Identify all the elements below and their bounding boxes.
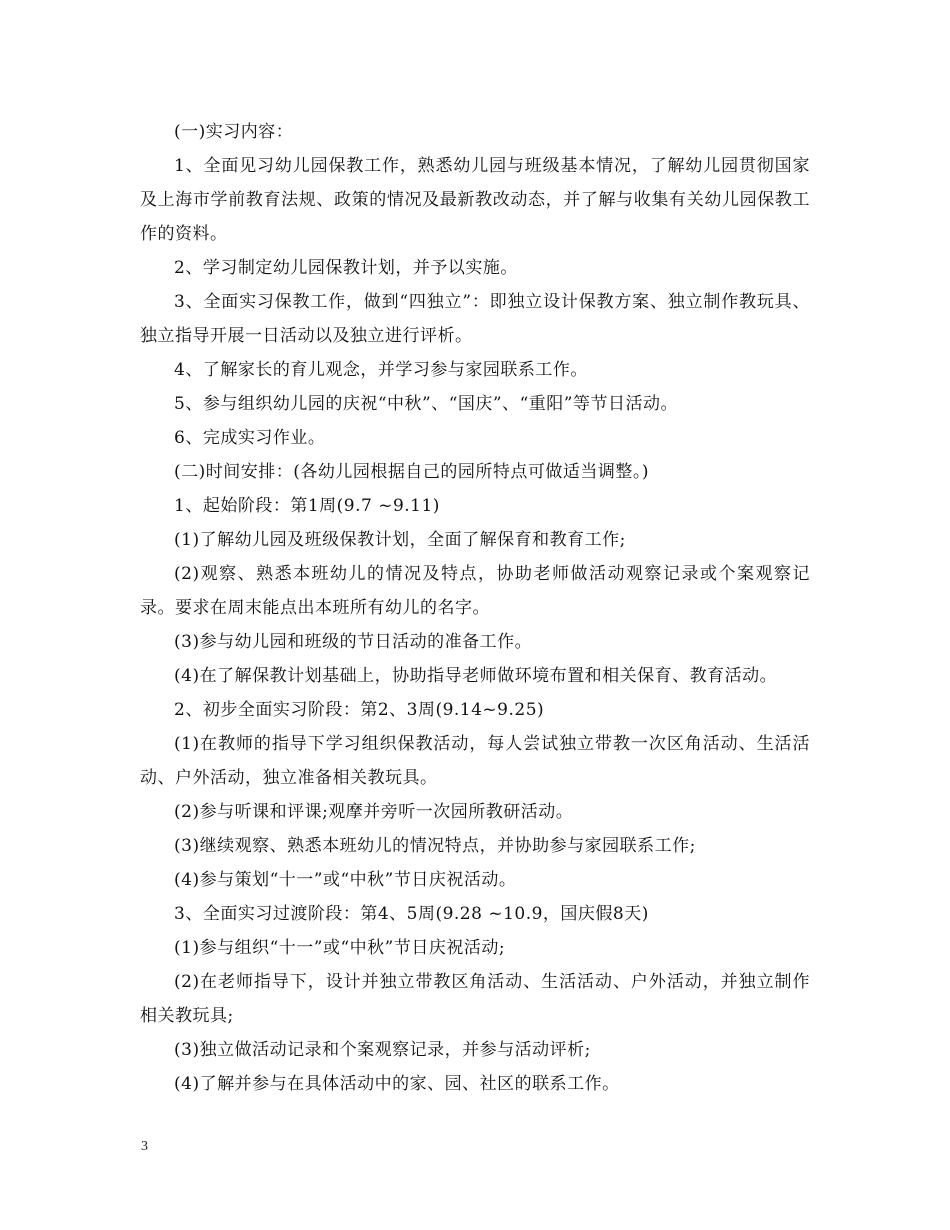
stage-3-item-2: (2)在老师指导下，设计并独立带教区角活动、生活活动、户外活动，并独立制作相关教玩具; xyxy=(140,972,810,1026)
document-body xyxy=(140,115,810,1101)
stage-3-heading: 3、全面实习过渡阶段：第4、5周(9.28 ~10.9，国庆假8天) xyxy=(174,904,649,924)
stage-1-item-3: (3)参与幼儿园和班级的节日活动的准备工作。 xyxy=(174,632,533,652)
stage-3-item-3: (3)独立做活动记录和个案观察记录，并参与活动评析; xyxy=(174,1040,591,1060)
stage-2-heading: 2、初步全面实习阶段：第2、3周(9.14~9.25) xyxy=(174,700,545,720)
page-number: 3 xyxy=(141,1139,148,1154)
stage-2-item-4: (4)参与策划“十一”或“中秋”节日庆祝活动。 xyxy=(174,870,517,890)
stage-1-item-1: (1)了解幼儿园及班级保教计划，全面了解保育和教育工作; xyxy=(174,530,626,550)
stage-3-item-4: (4)了解并参与在具体活动中的家、园、社区的联系工作。 xyxy=(174,1074,620,1094)
stage-2-item-1: (1)在教师的指导下学习组织保教活动，每人尝试独立带教一次区角活动、生活活动、户外活动，独立准备相关教玩具。 xyxy=(140,734,810,788)
stage-3-item-1: (1)参与组织“十一”或“中秋”节日庆祝活动; xyxy=(174,938,506,958)
stage-1-item-2: (2)观察、熟悉本班幼儿的情况及特点，协助老师做活动观察记录或个案观察记录。要求在周末能点出本班所有幼儿的名字。 xyxy=(140,564,810,618)
content-item-5: 5、参与组织幼儿园的庆祝“中秋”、“国庆”、“重阳”等节日活动。 xyxy=(174,394,678,414)
heading-internship-content: (一)实习内容： xyxy=(174,122,294,142)
stage-2-item-2: (2)参与听课和评课;观摩并旁听一次园所教研活动。 xyxy=(174,802,574,822)
heading-time-schedule: (二)时间安排：(各幼儿园根据自己的园所特点可做适当调整。) xyxy=(174,462,650,482)
content-item-1: 1、全面见习幼儿园保教工作，熟悉幼儿园与班级基本情况，了解幼儿园贯彻国家及上海市学前教育法规、政策的情况及最新教改动态，并了解与收集有关幼儿园保教工作的资料。 xyxy=(140,156,810,244)
content-item-4: 4、了解家长的育儿观念，并学习参与家园联系工作。 xyxy=(174,360,588,380)
content-item-2: 2、学习制定幼儿园保教计划，并予以实施。 xyxy=(174,258,518,278)
stage-1-heading: 1、起始阶段：第1周(9.7 ~9.11) xyxy=(174,496,440,516)
content-item-3: 3、全面实习保教工作，做到“四独立”：即独立设计保教方案、独立制作教玩具、独立指导开展一日活动以及独立进行评析。 xyxy=(140,292,810,346)
content-item-6: 6、完成实习作业。 xyxy=(174,428,326,448)
stage-1-item-4: (4)在了解保教计划基础上，协助指导老师做环境布置和相关保育、教育活动。 xyxy=(174,666,778,686)
stage-2-item-3: (3)继续观察、熟悉本班幼儿的情况特点，并协助参与家园联系工作; xyxy=(174,836,696,856)
